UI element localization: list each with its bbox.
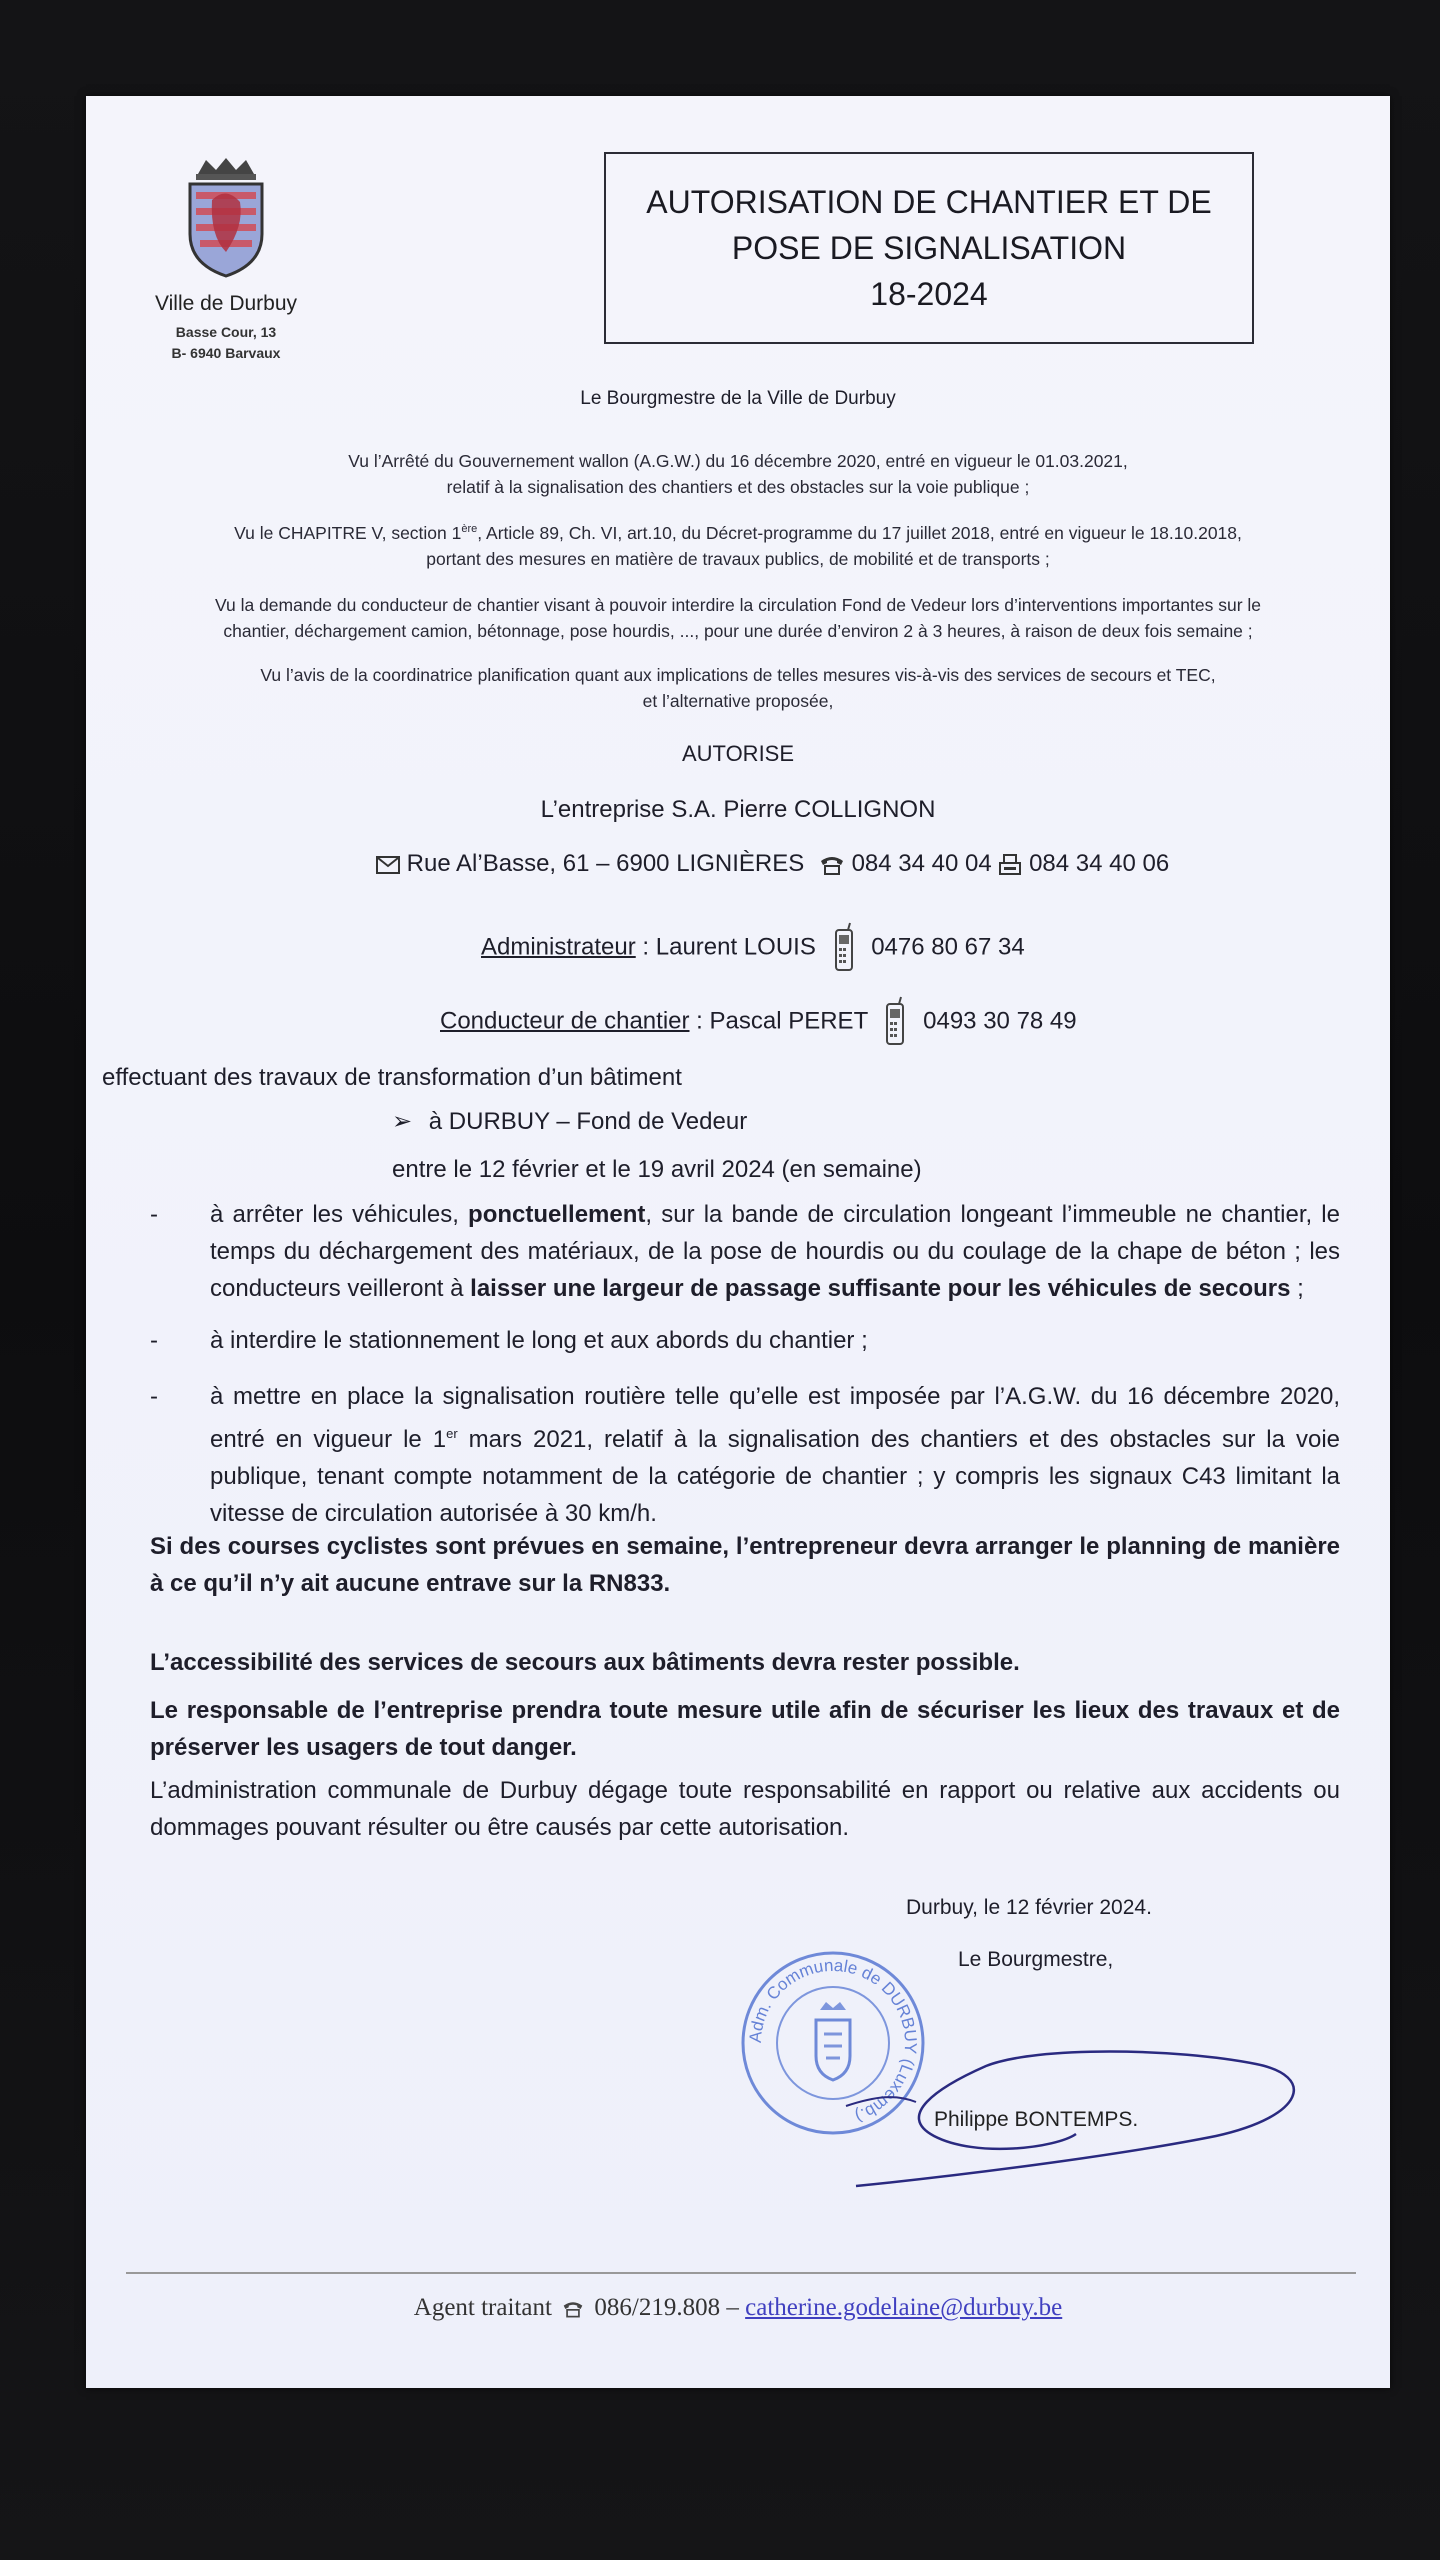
signatory-role: Le Bourgmestre,	[958, 1948, 1114, 1971]
note-safety: Le responsable de l’entreprise prendra toute mesure utile afin de sécuriser les lieux des travaux et de préserver les usagers de tout danger.	[150, 1697, 1340, 1761]
envelope-icon	[376, 855, 400, 875]
telephone-icon	[562, 2300, 584, 2318]
company-contact: Rue Al’Basse, 61 – 6900 LIGNIÈRES 084 34 40 04 084 34 40 06	[376, 848, 1276, 880]
city-address: Basse Cour, 13 B- 6940 Barvaux	[171, 324, 281, 361]
site-manager-line: Conducteur de chantier : Pascal PERET 0493 30 78 49	[440, 996, 1340, 1048]
works-intro: effectuant des travaux de transformation d’un bâtiment	[102, 1064, 682, 1091]
durbuy-coat-of-arms-icon	[182, 156, 270, 280]
email-link[interactable]: catherine.godelaine@durbuy.be	[745, 2294, 1063, 2321]
list-item: - à arrêter les véhicules, ponctuellement, sur la bande de circulation longeant l’immeuble ne chantier, le temps du déchargement des matériaux, de la pose de hourdis ou du coulage de la chape de béton ; les conducteurs veilleront à laisser une largeur de passage suffisante pour les véhicules de secours ;	[150, 1201, 1340, 1302]
considerant-avis: Vu l’avis de la coordinatrice planification quant aux implications de telles mesures vis-à-vis des services de secours et TEC, et l’alternative proposée,	[260, 665, 1216, 711]
city-name: Ville de Durbuy	[154, 292, 298, 315]
list-item: - à mettre en place la signalisation routière telle qu’elle est imposée par l’A.G.W. du 16 décembre 2020, entré en vigueur le 1er mars 2021, relatif à la signalisation des chantiers et des obstacles sur la voie publique, tenant compte notamment de la catégorie de chantier ; y compris les signaux C43 limitant la vitesse de circulation autorisée à 30 km/h.	[150, 1383, 1341, 1527]
mobile-phone-icon	[884, 996, 906, 1048]
considerant-agw: Vu l’Arrêté du Gouvernement wallon (A.G.W.) du 16 décembre 2020, entré en vigueur le 01.03.2021, relatif à la signalisation des chantiers et des obstacles sur la voie publique ;	[348, 451, 1128, 497]
arrow-bullet-icon: ➢	[392, 1108, 413, 1135]
issuer-line: Le Bourgmestre de la Ville de Durbuy	[580, 388, 896, 409]
signatory-name: Philippe BONTEMPS.	[934, 2108, 1139, 2131]
works-period: entre le 12 février et le 19 avril 2024 (en semaine)	[392, 1156, 922, 1183]
note-accessibility: L’accessibilité des services de secours aux bâtiments devra rester possible.	[150, 1649, 1020, 1676]
footer-contact: Agent traitant 086/219.808 – catherine.godelaine@durbuy.be	[413, 2294, 1063, 2321]
considerant-demande: Vu la demande du conducteur de chantier visant à pouvoir interdire la circulation Fond de Vedeur lors d’interventions importantes sur le chantier, déchargement camion, bétonnage, pose hourdis, ..., pour une durée d’environ 2 à 3 heures, à raison de deux fois semaine ;	[214, 595, 1262, 641]
document-title: AUTORISATION DE CHANTIER ET DE POSE DE SIGNALISATION 18-2024	[604, 152, 1254, 344]
svg-text:Adm. Communale de DURBUY (Luxe: Adm. Communale de DURBUY (Luxemb.)	[745, 1955, 921, 2127]
footer-divider	[126, 2272, 1356, 2274]
works-location: ➢ à DURBUY – Fond de Vedeur	[392, 1108, 748, 1135]
authorization-number: 18-2024	[870, 276, 988, 312]
place-date: Durbuy, le 12 février 2024.	[906, 1896, 1152, 1919]
note-cyclists: Si des courses cyclistes sont prévues en semaine, l’entrepreneur devra arranger le planning de manière à ce qu’il n’y ait aucune entrave sur la RN833.	[150, 1533, 1340, 1597]
mobile-phone-icon	[833, 922, 855, 974]
considerant-decret: Vu le CHAPITRE V, section 1ère, Article 89, Ch. VI, art.10, du Décret-programme du 17 juillet 2018, entré en vigueur le 18.10.2018, portant des mesures en matière de travaux publics, de mobilité et de transports ;	[234, 522, 1242, 569]
fax-icon	[998, 854, 1022, 876]
telephone-icon	[819, 855, 845, 875]
administrator-line: Administrateur : Laurent LOUIS 0476 80 67 34	[481, 922, 1281, 974]
autorise-heading: AUTORISE	[681, 741, 795, 766]
list-item: - à interdire le stationnement le long et aux abords du chantier ;	[150, 1327, 868, 1354]
note-liability: L’administration communale de Durbuy dégage toute responsabilité en rapport ou relative aux accidents ou dommages pouvant résulter ou être causés par cette autorisation.	[150, 1777, 1340, 1841]
document-page	[86, 96, 1390, 2388]
company-name: L’entreprise S.A. Pierre COLLIGNON	[540, 796, 936, 823]
